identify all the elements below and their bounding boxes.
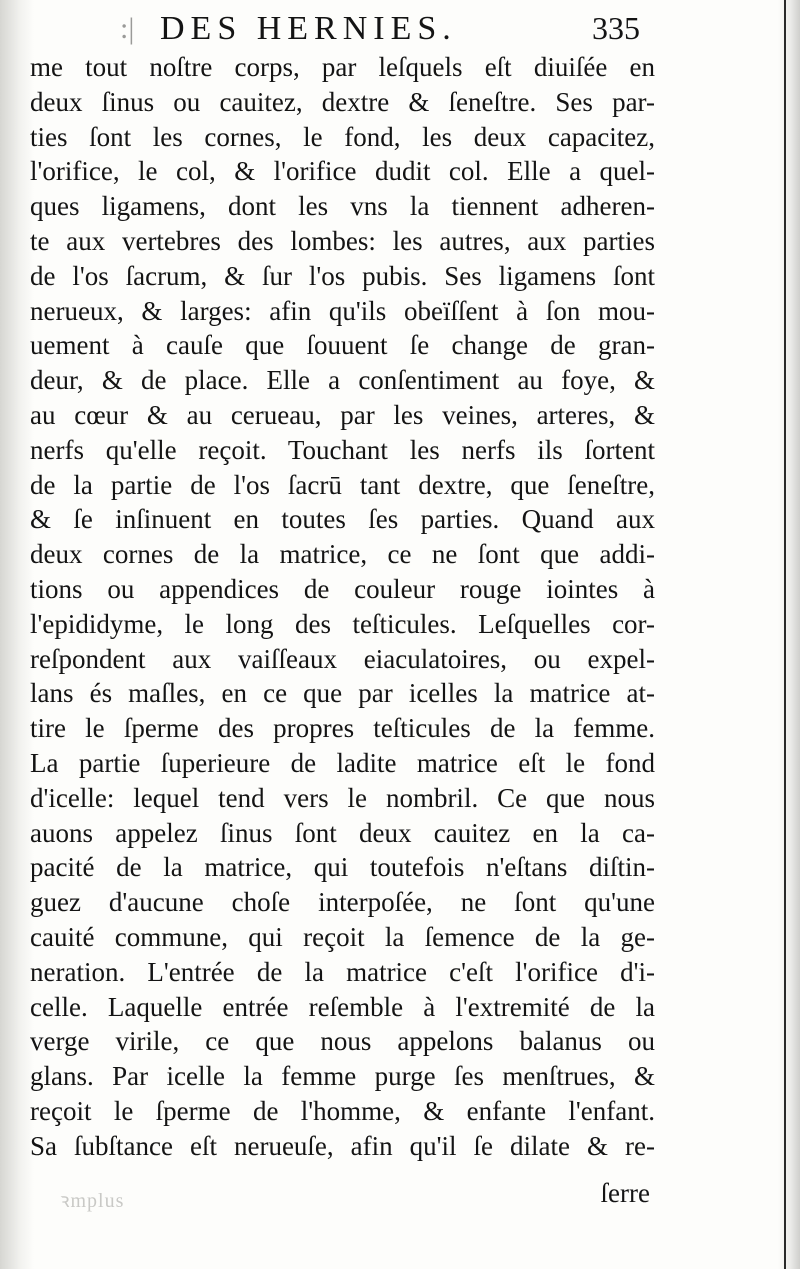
text-line: nerueux, & larges: afin qu'ils obeïſſent à ſon mou- [30, 295, 655, 326]
text-line: pacité de la matrice, qui toutefois n'eſtans diſtin- [30, 852, 655, 883]
page-edge-line [784, 0, 786, 1269]
head-ornament: :| [120, 12, 135, 45]
text-line: ques ligamens, dont les vns la tiennent adheren- [30, 191, 655, 222]
text-line: glans. Par icelle la femme purge ſes menſtrues, & [30, 1061, 655, 1092]
text-line: uement à cauſe que ſouuent ſe change de gran- [30, 330, 655, 361]
text-line: l'epididyme, le long des teſticules. Leſquelles cor- [30, 608, 655, 639]
text-line: nerfs qu'elle reçoit. Touchant les nerfs ils ſortent [30, 434, 655, 465]
text-line: de la partie de l'os ſacrū tant dextre, que ſeneſtre, [30, 469, 655, 500]
text-line: deux cornes de la matrice, ce ne ſont que addi- [30, 539, 655, 570]
running-head-title: DES HERNIES. [160, 10, 457, 47]
text-line: reſpondent aux vaiſſeaux eiaculatoires, ou expel- [30, 643, 655, 674]
text-line: d'icelle: lequel tend vers le nombril. Ce que nous [30, 782, 655, 813]
catchword: ſerre [600, 1178, 650, 1208]
text-line: ties ſont les cornes, le fond, les deux capacitez, [30, 121, 655, 152]
running-head [120, 8, 640, 48]
text-line: auons appelez ſinus ſont deux cauitez en la ca- [30, 817, 655, 848]
text-line: au cœur & au cerueau, par les veines, arteres, & [30, 399, 655, 430]
page-number: 335 [592, 10, 640, 46]
text-line: tire le ſperme des propres teſticules de la femme. [30, 713, 655, 744]
text-line: lans és maſles, en ce que par icelles la matrice at- [30, 678, 655, 709]
text-line: deur, & de place. Elle a conſentiment au foye, & [30, 365, 655, 396]
text-line: deux ſinus ou cauitez, dextre & ſeneſtre. Ses par- [30, 86, 655, 117]
text-line: cauité commune, qui reçoit la ſemence de la ge- [30, 921, 655, 952]
text-line: te aux vertebres des lombes: les autres, aux parties [30, 225, 655, 256]
text-line: verge virile, ce que nous appelons balanus ou [30, 1026, 655, 1057]
text-line: & ſe inſinuent en toutes ſes parties. Quand aux [30, 504, 655, 535]
text-line: La partie ſuperieure de ladite matrice eſt le fond [30, 747, 655, 778]
text-line: celle. Laquelle entrée reſemble à l'extremité de la [30, 991, 655, 1022]
text-line: tions ou appendices de couleur rouge iointes à [30, 573, 655, 604]
bleed-through-text: ꝛmplus [60, 1190, 125, 1212]
text-line: reçoit le ſperme de l'homme, & enfante l'enfant. [30, 1095, 655, 1126]
text-line: de l'os ſacrum, & ſur l'os pubis. Ses ligamens ſont [30, 260, 655, 291]
text-line: guez d'aucune choſe interpoſée, ne ſont qu'une [30, 887, 655, 918]
page-edge [778, 0, 800, 1269]
gutter-shadow [0, 0, 34, 1269]
text-line: Sa ſubſtance eſt nerueuſe, afin qu'il ſe dilate & re- [30, 1130, 655, 1161]
text-line: me tout noſtre corps, par leſquels eſt diuiſée en [30, 52, 655, 82]
text-line: l'orifice, le col, & l'orifice dudit col. Elle a quel- [30, 156, 655, 187]
text-line: neration. L'entrée de la matrice c'eſt l'orifice d'i- [30, 956, 655, 987]
body-text [30, 50, 655, 1164]
